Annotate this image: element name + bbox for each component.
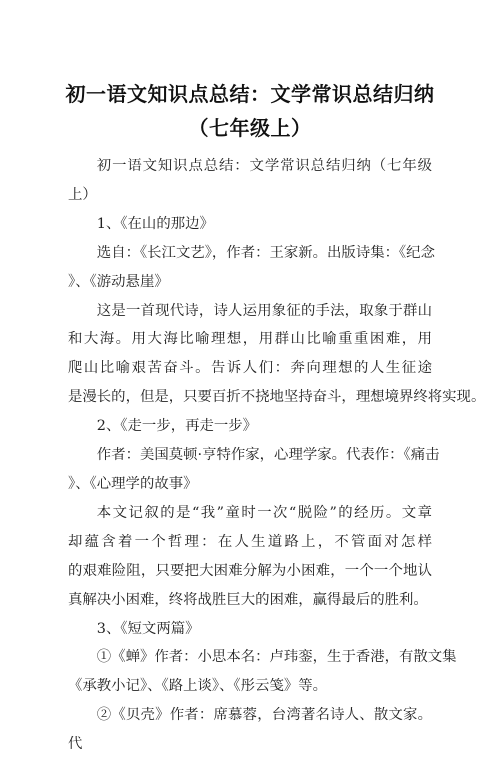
paragraph: 初一语文知识点总结：文学常识总结归纳（七年级上） (68, 158, 432, 203)
paragraph-line: 爬山比喻艰苦奋斗。告诉人们：奔向理想的人生征途 (68, 360, 432, 377)
paragraph-line: 作者：美国莫顿·亨特作家，心理学家。代表作：《痛击 (96, 447, 440, 464)
document-body (68, 152, 486, 759)
section-heading: 1、《在山的那边》 (96, 215, 214, 232)
paragraph-line: 和大海。用大海比喻理想，用群山比喻重重困难，用 (68, 331, 432, 348)
paragraph-line: 的艰难险阻，只要把大困难分解为小困难，一个一个地认 (68, 562, 432, 579)
paragraph: ②《贝壳》作者：席慕蓉，台湾著名诗人、散文家。代 (68, 707, 432, 753)
paragraph-line: 选自：《长江文艺》，作者：王家新。出版诗集：《纪念 (96, 244, 435, 261)
paragraph-line: ①《蝉》作者：小思本名：卢玮銮，生于香港，有散文集 (96, 649, 457, 666)
paragraph-line: 却蕴含着一个哲理：在人生道路上，不管面对怎样 (68, 533, 432, 550)
paragraph-line: 本文记叙的是“我”童时一次“脱险”的经历。文章 (96, 504, 432, 521)
paragraph-line: 是漫长的，但是，只要百折不挠地坚持奋斗，理想境界终将实现。 (68, 389, 486, 406)
section-heading: 2、《走一步，再走一步》 (96, 418, 258, 435)
document-title-line-1: 初一语文知识点总结：文学常识总结归纳 (65, 82, 435, 106)
paragraph-line: 真解决小困难，终将战胜巨大的困难，赢得最后的胜利。 (68, 591, 428, 608)
paragraph-line: 这是一首现代诗，诗人运用象征的手法，取象于群山 (96, 302, 432, 319)
paragraph (68, 297, 486, 413)
paragraph-line: 》、《心理学的故事》 (68, 475, 198, 492)
paragraph (68, 499, 432, 615)
paragraph (68, 643, 457, 701)
paragraph (68, 441, 440, 499)
document-title-line-2: （七年级上） (188, 116, 312, 140)
paragraph-line: 》、《游动悬崖》 (68, 273, 169, 290)
section-heading: 3、《短文两篇》 (96, 620, 200, 637)
paragraph-line: 《承教小记》、《路上谈》、《彤云笺》等。 (68, 678, 328, 695)
paragraph (68, 239, 435, 297)
